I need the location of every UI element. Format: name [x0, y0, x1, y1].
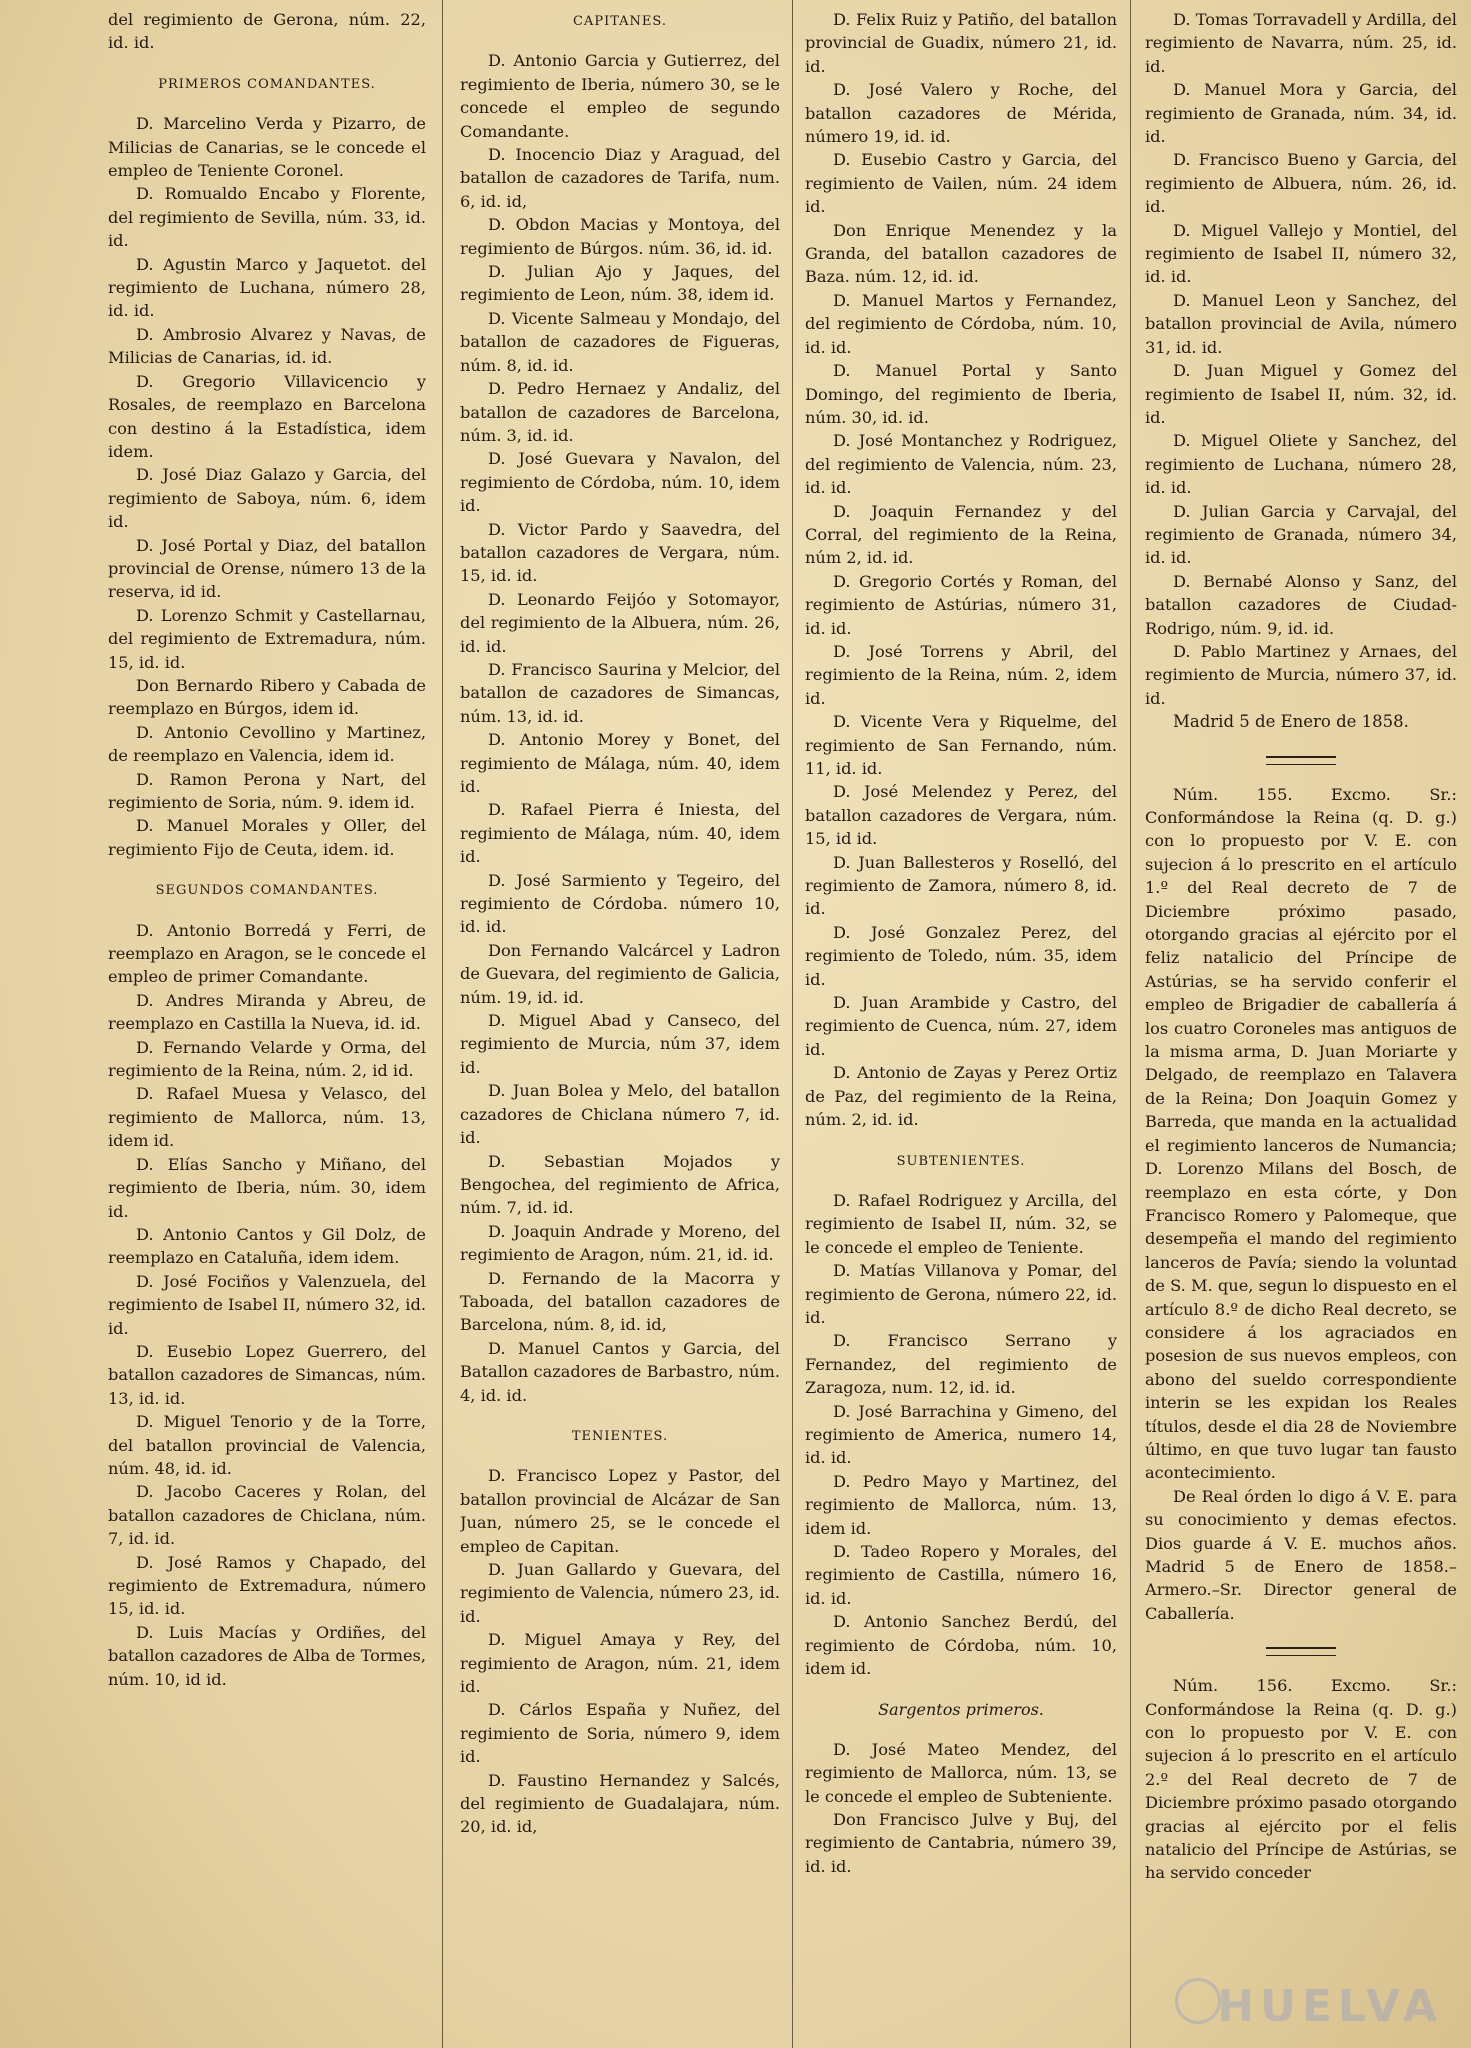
- paragraph: D. Romualdo Encabo y Florente, del regimiento de Sevilla, núm. 33, id. id.: [108, 184, 426, 251]
- paragraph: D. Eusebio Castro y Garcia, del regimiento de Vailen, núm. 24 idem id.: [805, 150, 1117, 217]
- paragraph: D. José Diaz Galazo y Garcia, del regimiento de Saboya, núm. 6, idem id.: [108, 465, 426, 532]
- paragraph: D. Andres Miranda y Abreu, de reemplazo en Castilla la Nueva, id. id.: [108, 990, 426, 1034]
- paragraph: D. Matías Villanova y Pomar, del regimiento de Gerona, número 22, id. id.: [805, 1261, 1117, 1327]
- paragraph: D. Juan Gallardo y Guevara, del regimiento de Valencia, número 23, id. id.: [460, 1560, 780, 1626]
- paragraph: D. José Gonzalez Perez, del regimiento de Toledo, núm. 35, idem id.: [805, 922, 1117, 989]
- paragraph: D. Agustin Marco y Jaquetot. del regimiento de Luchana, número 28, id. id.: [108, 254, 426, 321]
- paragraph: D. Pablo Martinez y Arnaes, del regimiento de Murcia, número 37, id. id.: [1145, 641, 1457, 708]
- paragraph: D. Vicente Salmeau y Mondajo, del batallon de cazadores de Figueras, núm. 8, id. id.: [460, 308, 780, 375]
- paragraph: D. Ramon Perona y Nart, del regimiento de Soria, núm. 9. idem id.: [108, 769, 426, 812]
- paragraph: D. Faustino Hernandez y Salcés, del regimiento de Guadalajara, núm. 20, id. id,: [460, 1770, 780, 1837]
- paragraph: D. Rafael Muesa y Velasco, del regimiento de Mallorca, núm. 13, idem id.: [108, 1084, 426, 1151]
- paragraph: D. Francisco Lopez y Pastor, del batallon provincial de Alcázar de San Juan, número 25, se le concede el empleo de Capitan.: [460, 1466, 780, 1556]
- paragraph: D. Miguel Tenorio y de la Torre, del batallon provincial de Valencia, núm. 48, id. id.: [108, 1412, 426, 1478]
- section-heading: SUBTENIENTES.: [896, 1153, 1026, 1169]
- paragraph: D. Julian Garcia y Carvajal, del regimiento de Granada, número 34, id. id.: [1145, 501, 1457, 568]
- paragraph: D. Manuel Portal y Santo Domingo, del regimiento de Iberia, núm. 30, id. id.: [805, 361, 1117, 427]
- paragraph: D. Gregorio Cortés y Roman, del regimiento de Astúrias, número 31, id. id.: [805, 571, 1117, 638]
- paragraph: D. Pedro Hernaez y Andaliz, del batallon de cazadores de Barcelona, núm. 3, id. id.: [460, 379, 780, 445]
- paragraph: D. Miguel Amaya y Rey, del regimiento de Aragon, núm. 21, idem id.: [460, 1630, 780, 1697]
- paragraph: D. Fernando de la Macorra y Taboada, del batallon cazadores de Barcelona, núm. 8, id. id,: [460, 1268, 780, 1335]
- paragraph: D. Francisco Bueno y Garcia, del regimiento de Albuera, núm. 26, id. id.: [1145, 150, 1457, 217]
- paragraph: D. Marcelino Verda y Pizarro, de Milicias de Canarias, se le concede el empleo de Teniente Coronel.: [108, 114, 426, 181]
- paragraph: D. José Fociños y Valenzuela, del regimiento de Isabel II, número 32, id. id.: [108, 1271, 426, 1338]
- paragraph: D. Francisco Saurina y Melcior, del batallon de cazadores de Simancas, núm. 13, id. id.: [460, 659, 780, 726]
- paragraph: D. Antonio Borredá y Ferri, de reemplazo en Aragon, se le concede el empleo de primer Comandante.: [108, 920, 426, 987]
- paragraph: D. Felix Ruiz y Patiño, del batallon provincial de Guadix, número 21, id. id.: [805, 10, 1117, 76]
- paragraph: D. Julian Ajo y Jaques, del regimiento de Leon, núm. 38, idem id.: [460, 262, 780, 305]
- paragraph: D. Sebastian Mojados y Bengochea, del regimiento de Africa, núm. 7, id. id.: [460, 1151, 780, 1218]
- paragraph: D. Antonio Cantos y Gil Dolz, de reemplazo en Cataluña, idem idem.: [108, 1224, 426, 1268]
- paragraph: D. Antonio Garcia y Gutierrez, del regimiento de Iberia, número 30, se le concede el empleo de segundo Comandante.: [460, 51, 780, 141]
- column-2: [460, 8, 780, 2038]
- paragraph: D. José Portal y Diaz, del batallon provincial de Orense, número 13 de la reserva, id id.: [108, 535, 426, 602]
- paragraph: D. Juan Bolea y Melo, del batallon cazadores de Chiclana número 7, id. id.: [460, 1081, 780, 1148]
- paragraph: D. Antonio Sanchez Berdú, del regimiento de Córdoba, núm. 10, idem id.: [805, 1612, 1117, 1679]
- paragraph: De Real órden lo digo á V. E. para su conocimiento y demas efectos. Dios guarde á V. E. muchos años. Madrid 5 de Enero de 1858.–Armero.–Sr. Director general de Caballería.: [1145, 1486, 1457, 1623]
- paragraph: D. Joaquin Fernandez y del Corral, del regimiento de la Reina, núm 2, id. id.: [805, 501, 1117, 568]
- paragraph: D. Gregorio Villavicencio y Rosales, de reemplazo en Barcelona con destino á la Estadística, idem idem.: [108, 371, 426, 461]
- paragraph: D. Manuel Mora y Garcia, del regimiento de Granada, núm. 34, id. id.: [1145, 80, 1457, 147]
- section-heading: SEGUNDOS COMANDANTES.: [155, 883, 379, 899]
- paragraph: D. Juan Ballesteros y Roselló, del regimiento de Zamora, número 8, id. id.: [805, 852, 1117, 919]
- paragraph: D. Lorenzo Schmit y Castellarnau, del regimiento de Extremadura, núm. 15, id. id.: [108, 605, 426, 672]
- column-rule: [792, 0, 793, 2048]
- paragraph: D. José Montanchez y Rodriguez, del regimiento de Valencia, núm. 23, id. id.: [805, 431, 1117, 498]
- paragraph: D. Antonio Cevollino y Martinez, de reemplazo en Valencia, idem id.: [108, 722, 426, 766]
- paragraph: Don Enrique Menendez y la Granda, del batallon cazadores de Baza. núm. 12, id. id.: [805, 220, 1117, 287]
- paragraph: D. José Torrens y Abril, del regimiento de la Reina, núm. 2, idem id.: [805, 641, 1117, 708]
- paragraph: D. Miguel Abad y Canseco, del regimiento de Murcia, núm 37, idem id.: [460, 1011, 780, 1077]
- paragraph: D. Victor Pardo y Saavedra, del batallon cazadores de Vergara, núm. 15, id. id.: [460, 519, 780, 586]
- paragraph: Núm. 155. Excmo. Sr.: Conformándose la Reina (q. D. g.) con lo propuesto por V. E. con sujecion á lo prescrito en el artículo 1.º del Real decreto de 7 de Diciembre próximo pasado, otorgando gracias al ejército por el feliz natalicio del Príncipe de Astúrias, se ha servido conferir el empleo de Brigadier de caballería á los cuatro Coroneles mas antiguos de la misma arma, D. Juan Moriarte y Delgado, de reemplazo en Talavera de la Reina; Don Joaquin Gomez y Barreda, que manda en la actualidad el regimiento lanceros de Numancia; D. Lorenzo Milans del Bosch, de reemplazo en esta córte, y Don Francisco Romero y Palomeque, que desempeña el mando del regimiento lanceros de Pavía; siendo la voluntad de S. M. que, segun lo dispuesto en el artículo 8.º de dicho Real decreto, se considere á los agraciados en posesion de sus nuevos empleos, con abono del sueldo correspondiente interin se les expidan los Reales títulos, desde el dia 28 de Noviembre último, en que tuvo lugar tan fausto acontecimiento.: [1145, 784, 1457, 1483]
- paragraph: D. Tadeo Ropero y Morales, del regimiento de Castilla, número 16, id. id.: [805, 1542, 1117, 1608]
- paragraph: del regimiento de Gerona, núm. 22, id. id.: [108, 10, 426, 53]
- paragraph: D. José Mateo Mendez, del regimiento de Mallorca, núm. 13, se le concede el empleo de Subteniente.: [805, 1739, 1117, 1806]
- paragraph: D. Cárlos España y Nuñez, del regimiento de Soria, número 9, idem id.: [460, 1700, 780, 1767]
- paragraph: D. Inocencio Diaz y Araguad, del batallon de cazadores de Tarifa, num. 6, id. id,: [460, 145, 780, 211]
- paragraph: D. Manuel Morales y Oller, del regimiento Fijo de Ceuta, idem. id.: [108, 816, 426, 859]
- paragraph: D. Antonio Morey y Bonet, del regimiento de Málaga, núm. 40, idem id.: [460, 730, 780, 796]
- paragraph: Núm. 156. Excmo. Sr.: Conformándose la Reina (q. D. g.) con lo propuesto por V. E. con sujecion á lo prescrito en el artículo 2.º del Real decreto de 7 de Diciembre próximo pasado otorgando gracias al ejército por el felis natalicio del Príncipe de Astúrias, se ha servido conceder: [1145, 1676, 1457, 1883]
- paragraph: D. Pedro Mayo y Martinez, del regimiento de Mallorca, núm. 13, idem id.: [805, 1471, 1117, 1538]
- paragraph: D. José Barrachina y Gimeno, del regimiento de America, numero 14, id. id.: [805, 1401, 1117, 1468]
- section-divider: [1266, 1647, 1336, 1656]
- paragraph: D. José Guevara y Navalon, del regimiento de Córdoba, núm. 10, idem id.: [460, 449, 780, 516]
- section-heading: TENIENTES.: [571, 1428, 669, 1444]
- paragraph: D. Obdon Macias y Montoya, del regimiento de Búrgos. núm. 36, id. id.: [460, 215, 780, 258]
- paragraph: D. Fernando Velarde y Orma, del regimiento de la Reina, núm. 2, id id.: [108, 1037, 426, 1081]
- paragraph: D. Vicente Vera y Riquelme, del regimiento de San Fernando, núm. 11, id. id.: [805, 712, 1117, 778]
- paragraph: D. Ambrosio Alvarez y Navas, de Milicias de Canarias, id. id.: [108, 324, 426, 368]
- paragraph: D. Leonardo Feijóo y Sotomayor, del regimiento de la Albuera, núm. 26, id. id.: [460, 589, 780, 656]
- paragraph: D. Juan Miguel y Gomez del regimiento de Isabel II, núm. 32, id. id.: [1145, 361, 1457, 427]
- paragraph: D. Manuel Leon y Sanchez, del batallon provincial de Avila, número 31, id. id.: [1145, 290, 1457, 357]
- paragraph: D. José Sarmiento y Tegeiro, del regimiento de Córdoba. número 10, id. id.: [460, 870, 780, 937]
- paragraph: D. Elías Sancho y Miñano, del regimiento de Iberia, núm. 30, idem id.: [108, 1154, 426, 1221]
- paragraph: D. Antonio de Zayas y Perez Ortiz de Paz, del regimiento de la Reina, núm. 2, id. id.: [805, 1063, 1117, 1130]
- section-divider: [1266, 756, 1336, 765]
- paragraph: Don Fernando Valcárcel y Ladron de Guevara, del regimiento de Galicia, núm. 19, id. id.: [460, 940, 780, 1007]
- paragraph: D. Tomas Torravadell y Ardilla, del regimiento de Navarra, núm. 25, id. id.: [1145, 10, 1457, 76]
- section-heading: Sargentos primeros.: [878, 1700, 1044, 1720]
- paragraph: Don Bernardo Ribero y Cabada de reemplazo en Búrgos, idem id.: [108, 675, 426, 719]
- column-rule: [1130, 0, 1131, 2048]
- paragraph: D. Jacobo Caceres y Rolan, del batallon cazadores de Chiclana, núm. 7, id. id.: [108, 1482, 426, 1549]
- paragraph: D. Joaquin Andrade y Moreno, del regimiento de Aragon, núm. 21, id. id.: [460, 1221, 780, 1265]
- paragraph: D. José Melendez y Perez, del batallon cazadores de Vergara, núm. 15, id id.: [805, 782, 1117, 849]
- paragraph: D. Manuel Martos y Fernandez, del regimiento de Córdoba, núm. 10, id. id.: [805, 290, 1117, 357]
- paragraph: D. Rafael Rodriguez y Arcilla, del regimiento de Isabel II, núm. 32, se le concede el empleo de Teniente.: [805, 1190, 1117, 1257]
- paragraph: D. Eusebio Lopez Guerrero, del batallon cazadores de Simancas, núm. 13, id. id.: [108, 1341, 426, 1408]
- paragraph: D. José Ramos y Chapado, del regimiento de Extremadura, número 15, id. id.: [108, 1552, 426, 1619]
- column-rule: [442, 0, 443, 2048]
- column-1: [108, 8, 426, 2038]
- dateline: Madrid 5 de Enero de 1858.: [1173, 712, 1409, 732]
- paragraph: D. Bernabé Alonso y Sanz, del batallon cazadores de Ciudad-Rodrigo, núm. 9, id. id.: [1145, 571, 1457, 638]
- column-3: [805, 8, 1117, 2038]
- paragraph: D. Luis Macías y Ordiñes, del batallon cazadores de Alba de Tormes, núm. 10, id id.: [108, 1622, 426, 1689]
- paragraph: Don Francisco Julve y Buj, del regimiento de Cantabria, número 39, id. id.: [805, 1810, 1117, 1876]
- column-4: [1145, 8, 1457, 2038]
- section-heading: CAPITANES.: [572, 14, 667, 29]
- section-heading: PRIMEROS COMANDANTES.: [158, 76, 376, 92]
- paragraph: D. Manuel Cantos y Garcia, del Batallon cazadores de Barbastro, núm. 4, id. id.: [460, 1338, 780, 1405]
- paragraph: D. José Valero y Roche, del batallon cazadores de Mérida, número 19, id. id.: [805, 80, 1117, 147]
- paragraph: D. Rafael Pierra é Iniesta, del regimiento de Málaga, núm. 40, idem id.: [460, 800, 780, 867]
- library-seal-icon: [1175, 1978, 1221, 2024]
- paragraph: D. Francisco Serrano y Fernandez, del regimiento de Zaragoza, num. 12, id. id.: [805, 1331, 1117, 1398]
- watermark: HUELVA: [1217, 1981, 1443, 2032]
- paragraph: D. Juan Arambide y Castro, del regimiento de Cuenca, núm. 27, idem id.: [805, 993, 1117, 1059]
- paragraph: D. Miguel Oliete y Sanchez, del regimiento de Luchana, número 28, id. id.: [1145, 431, 1457, 498]
- paragraph: D. Miguel Vallejo y Montiel, del regimiento de Isabel II, número 32, id. id.: [1145, 220, 1457, 287]
